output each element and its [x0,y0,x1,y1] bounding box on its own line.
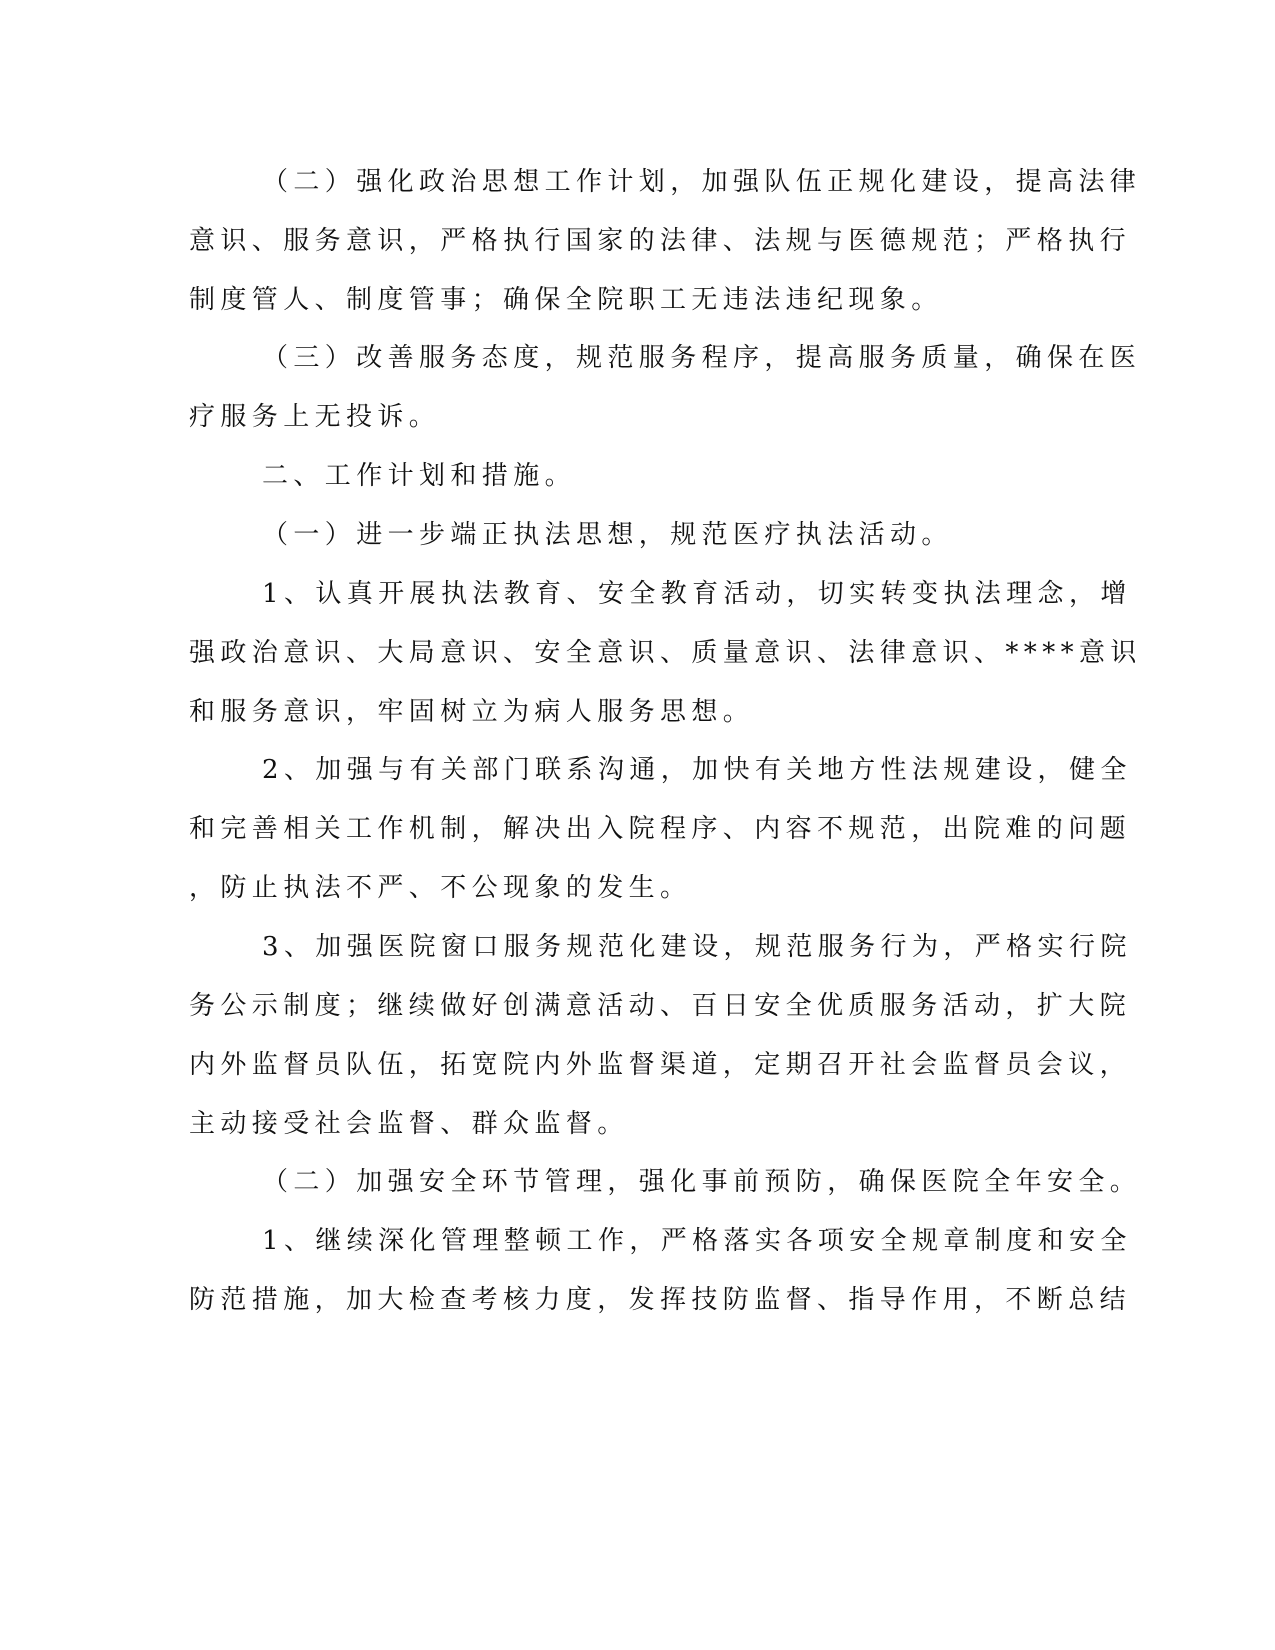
paragraph-line: 和服务意识，牢固树立为病人服务思想。 [189,697,755,727]
paragraph-line: （三）改善服务态度，规范服务程序，提高服务质量，确保在医 [262,343,1142,373]
paragraph-line: 1、认真开展执法教育、安全教育活动，切实转变执法理念，增 [262,579,1132,609]
paragraph-line: 主动接受社会监督、群众监督。 [189,1109,629,1139]
paragraph-line: 3、加强医院窗口服务规范化建设，规范服务行为，严格实行院 [262,932,1132,962]
paragraph-line: ，防止执法不严、不公现象的发生。 [189,873,692,903]
paragraph-line: 防范措施，加大检查考核力度，发挥技防监督、指导作用，不断总结 [189,1285,1132,1315]
subsection-heading: （二）加强安全环节管理，强化事前预防，确保医院全年安全。 [262,1167,1142,1197]
paragraph-line: 和完善相关工作机制，解决出入院程序、内容不规范，出院难的问题 [189,814,1132,844]
paragraph-line: 疗服务上无投诉。 [189,402,441,432]
paragraph-line: 1、继续深化管理整顿工作，严格落实各项安全规章制度和安全 [262,1226,1132,1256]
paragraph-line: 2、加强与有关部门联系沟通，加快有关地方性法规建设，健全 [262,755,1132,785]
paragraph-line: 强政治意识、大局意识、安全意识、质量意识、法律意识、****意识 [189,638,1142,668]
paragraph-line: 意识、服务意识，严格执行国家的法律、法规与医德规范；严格执行 [189,226,1132,256]
paragraph-line: 内外监督员队伍，拓宽院内外监督渠道，定期召开社会监督员会议， [189,1050,1132,1080]
section-heading: 二、工作计划和措施。 [262,461,577,491]
paragraph-line: 务公示制度；继续做好创满意活动、百日安全优质服务活动，扩大院 [189,991,1132,1021]
paragraph-line: （二）强化政治思想工作计划，加强队伍正规化建设，提高法律 [262,167,1142,197]
subsection-heading: （一）进一步端正执法思想，规范医疗执法活动。 [262,520,953,550]
paragraph-line: 制度管人、制度管事；确保全院职工无违法违纪现象。 [189,285,943,315]
